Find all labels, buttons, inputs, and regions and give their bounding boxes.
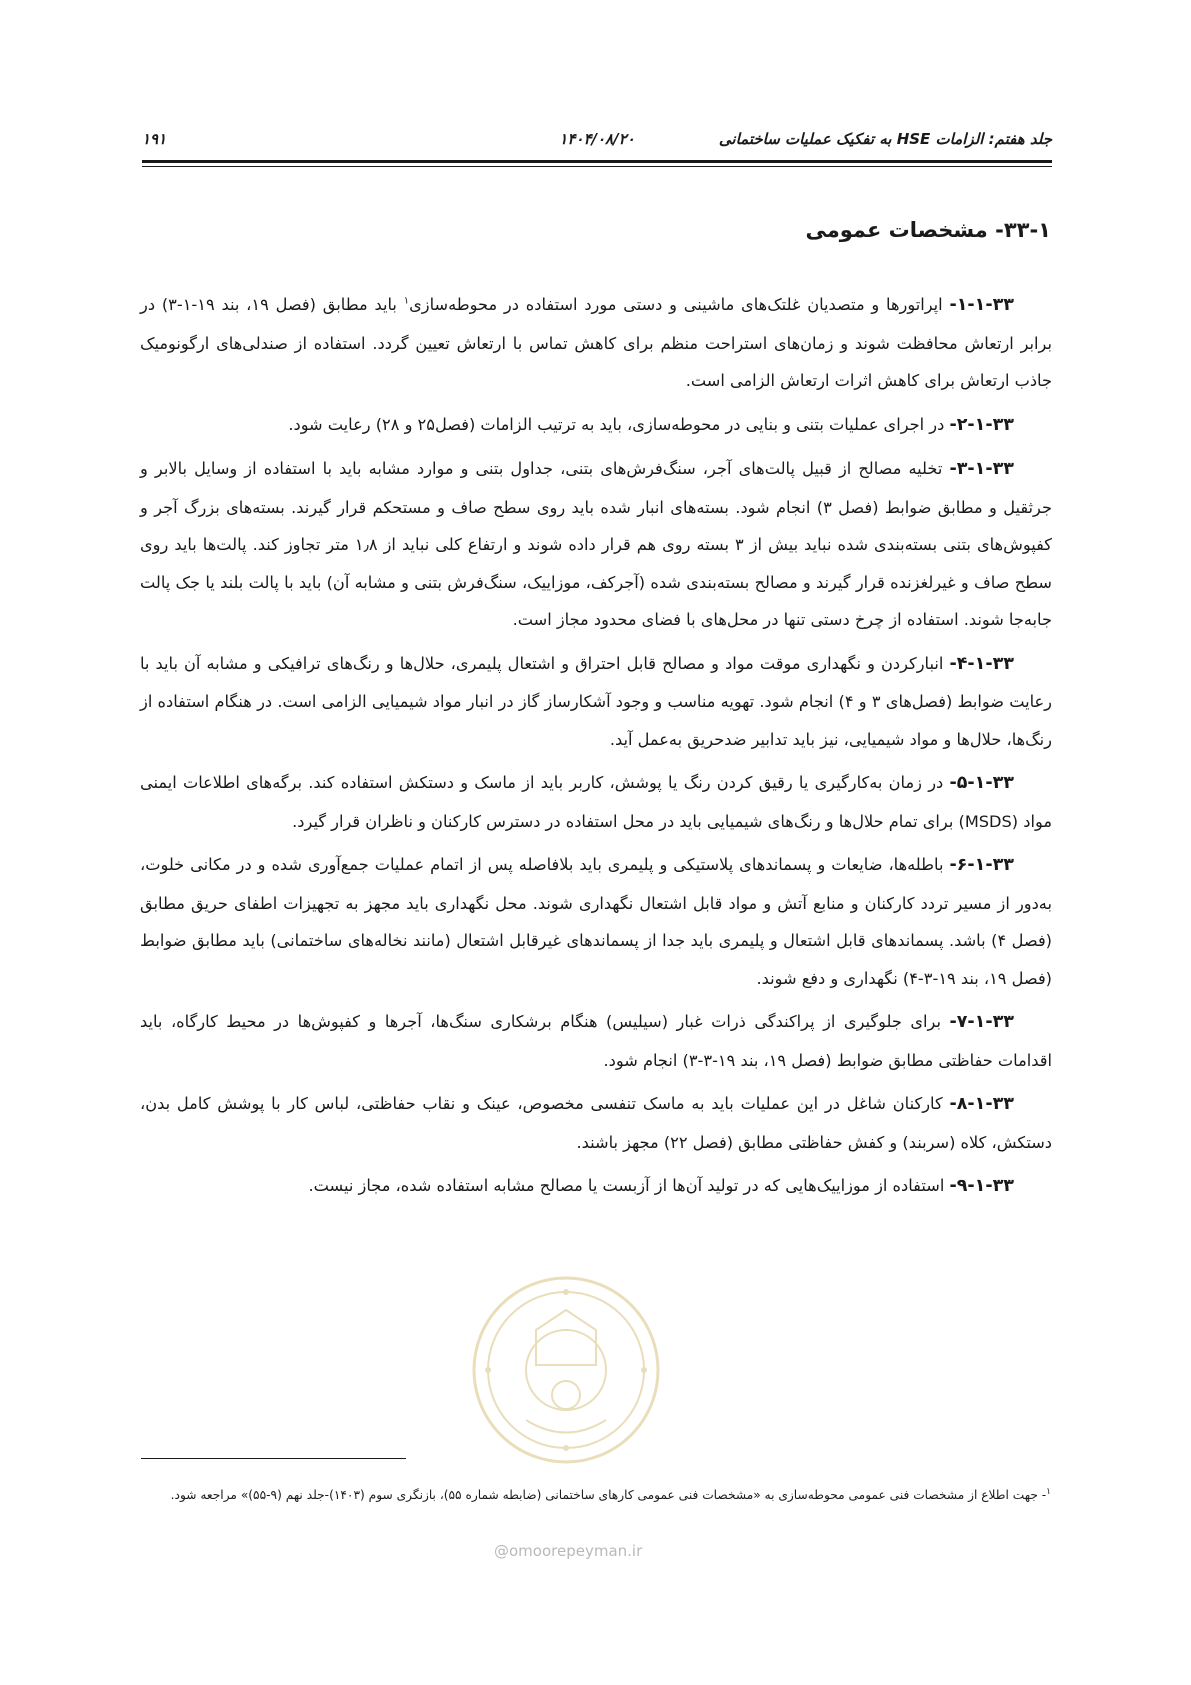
paragraph-text: برای جلوگیری از پراکندگی ذرات غبار (سیلیس) هنگام برشکاری سنگ‌ها، آجرها و کفپوش‌ها در محیط کارگاه، باید اقدامات حفاظتی مطابق ضوابط (فصل ۱۹، بند ۱۹-۳-۳) انجام شود. xyxy=(140,1012,1052,1070)
paragraph-1 xyxy=(140,286,1052,400)
watermark-url: @omoorepeyman.ir xyxy=(494,1542,643,1560)
footnote-reference[interactable]: ۱ xyxy=(403,295,410,307)
clause-number: ۶-۱-۳۳- xyxy=(949,855,1014,875)
clause-number: ۲-۱-۳۳- xyxy=(949,414,1014,435)
header-rule-thin xyxy=(142,166,1052,167)
clause-number: ۴-۱-۳۳- xyxy=(949,653,1014,674)
section-title: ۳۳-۱- مشخصات عمومی xyxy=(805,218,1051,242)
paragraph-8 xyxy=(140,1085,1052,1161)
paragraph-6 xyxy=(140,846,1052,997)
paragraph-3 xyxy=(140,450,1052,639)
paragraph-text: تخلیه مصالح از قبیل پالت‌های آجر، سنگ‌فرش‌های بتنی، جداول بتنی و موارد مشابه باید با استفاده از وسایل بالابر و جرثقیل و مطابق ضوابط (فصل ۳) انجام شود. بسته‌های انبار شده باید روی سطح صاف و مستحکم قرار گیرند. بسته‌های بزرگ آجر و کفپوش‌های بتنی بسته‌بندی شده نباید بیش از ۳ بسته روی هم قرار داده شوند و ارتفاع کلی نباید از ۱٫۸ متر تجاوز کند. پالت‌ها باید روی سطح صاف و غیرلغزنده قرار گیرند و مصالح بسته‌بندی شده (آجرکف، موزاییک، سنگ‌فرش بتنی و مشابه آن) باید با پالت بلند یا جک پالت جابه‌جا شوند. استفاده از چرخ دستی تنها در محل‌های با فضای محدود مجاز است. xyxy=(140,459,1052,629)
paragraph-text: اپراتورها و متصدیان غلتک‌های ماشینی و دستی مورد استفاده در محوطه‌سازی xyxy=(409,295,950,314)
paragraph-text: در زمان به‌کارگیری یا رقیق کردن رنگ یا پوشش، کاربر باید از ماسک و دستکش استفاده کند. برگه‌های اطلاعات ایمنی مواد (MSDS) برای تمام حلال‌ها و رنگ‌های شیمیایی باید در محل استفاده در دسترس کارکنان و ناظران قرار گیرد. xyxy=(140,773,1052,831)
paragraph-2 xyxy=(140,406,1052,445)
footnote-text: - جهت اطلاع از مشخصات فنی عمومی محوطه‌سازی به «مشخصات فنی عمومی کارهای ساختمانی (ضابطه شماره ۵۵)، بازنگری سوم (۱۴۰۳)-جلد نهم (۹-۵۵)» مراجعه شود. xyxy=(170,1488,1047,1502)
running-header xyxy=(142,126,1052,152)
clause-number: ۱-۱-۳۳- xyxy=(949,295,1014,315)
body-text xyxy=(140,286,1052,1212)
paragraph-4 xyxy=(140,645,1052,759)
paragraph-7 xyxy=(140,1003,1052,1079)
page-number: ۱۹۱ xyxy=(142,130,167,148)
paragraph-text: کارکنان شاغل در این عملیات باید به ماسک تنفسی مخصوص، عینک و نقاب حفاظتی، لباس کار با پوشش کامل بدن، دستکش، کلاه (سربند) و کفش حفاظتی مطابق (فصل ۲۲) مجهز باشند. xyxy=(140,1094,1052,1152)
paragraph-text: انبارکردن و نگهداری موقت مواد و مصالح قابل احتراق و اشتعال پلیمری، حلال‌ها و رنگ‌های ترافیکی و مشابه آن باید با رعایت ضوابط (فصل‌های ۳ و ۴) انجام شود. تهویه مناسب و وجود آشکارساز گاز در انبار مواد شیمیایی الزامی است. در هنگام استفاده از رنگ‌ها، حلال‌ها و مواد شیمیایی، نیز باید تدابیر ضدحریق به‌عمل آید. xyxy=(140,653,1053,749)
footnote-mark: ۱ xyxy=(1046,1486,1051,1497)
paragraph-text: استفاده از موزاییک‌هایی که در تولید آن‌ها از آزبست یا مصالح مشابه استفاده شده، مجاز نیست. xyxy=(308,1176,950,1195)
clause-number: ۸-۱-۳۳- xyxy=(949,1094,1014,1114)
clause-number: ۷-۱-۳۳- xyxy=(949,1012,1014,1032)
clause-number: ۹-۱-۳۳- xyxy=(949,1176,1014,1196)
paragraph-text-continued: باید مطابق (فصل ۱۹، بند ۱۹-۱-۳) در برابر ارتعاش محافظت شوند و زمان‌های استراحت منظم برای کاهش تماس با ارتعاش تعیین گردد. استفاده از صندلی‌های ارگونومیک جاذب ارتعاش برای کاهش اثرات ارتعاش الزامی است. xyxy=(140,295,1052,390)
paragraph-text: در اجرای عملیات بتنی و بنایی در محوطه‌سازی، باید به ترتیب الزامات (فصل۲۵ و ۲۸) رعایت شود. xyxy=(288,414,950,434)
footnote xyxy=(139,1483,1051,1508)
clause-number: ۳-۱-۳۳- xyxy=(949,459,1014,479)
footnote-rule xyxy=(141,1458,406,1459)
paragraph-5 xyxy=(140,764,1052,840)
paragraph-9 xyxy=(140,1167,1052,1206)
header-date: ۱۴۰۴/۰۸/۲۰ xyxy=(559,130,635,148)
paragraph-text: باطله‌ها، ضایعات و پسماندهای پلاستیکی و پلیمری باید بلافاصله پس از اتمام عملیات جمع‌آوری شده و در مکانی خلوت، به‌دور از مسیر تردد کارکنان و منابع آتش و مواد قابل اشتعال نگهداری شوند. محل نگهداری باید مجهز به تجهیزات اطفای حریق مطابق (فصل ۴) باشد. پسماندهای قابل اشتعال و پلیمری باید جدا از پسماندهای غیرقابل اشتعال (مانند نخاله‌های ساختمانی) باید مطابق ضوابط (فصل ۱۹، بند ۱۹-۳-۴) نگهداری و دفع شوند. xyxy=(140,855,1052,988)
organization-seal-icon xyxy=(466,1270,666,1470)
header-rule-thick xyxy=(142,160,1052,163)
clause-number: ۵-۱-۳۳- xyxy=(949,773,1014,793)
header-volume-title: جلد هفتم: الزامات HSE به تفکیک عملیات ساختمانی xyxy=(718,130,1052,148)
